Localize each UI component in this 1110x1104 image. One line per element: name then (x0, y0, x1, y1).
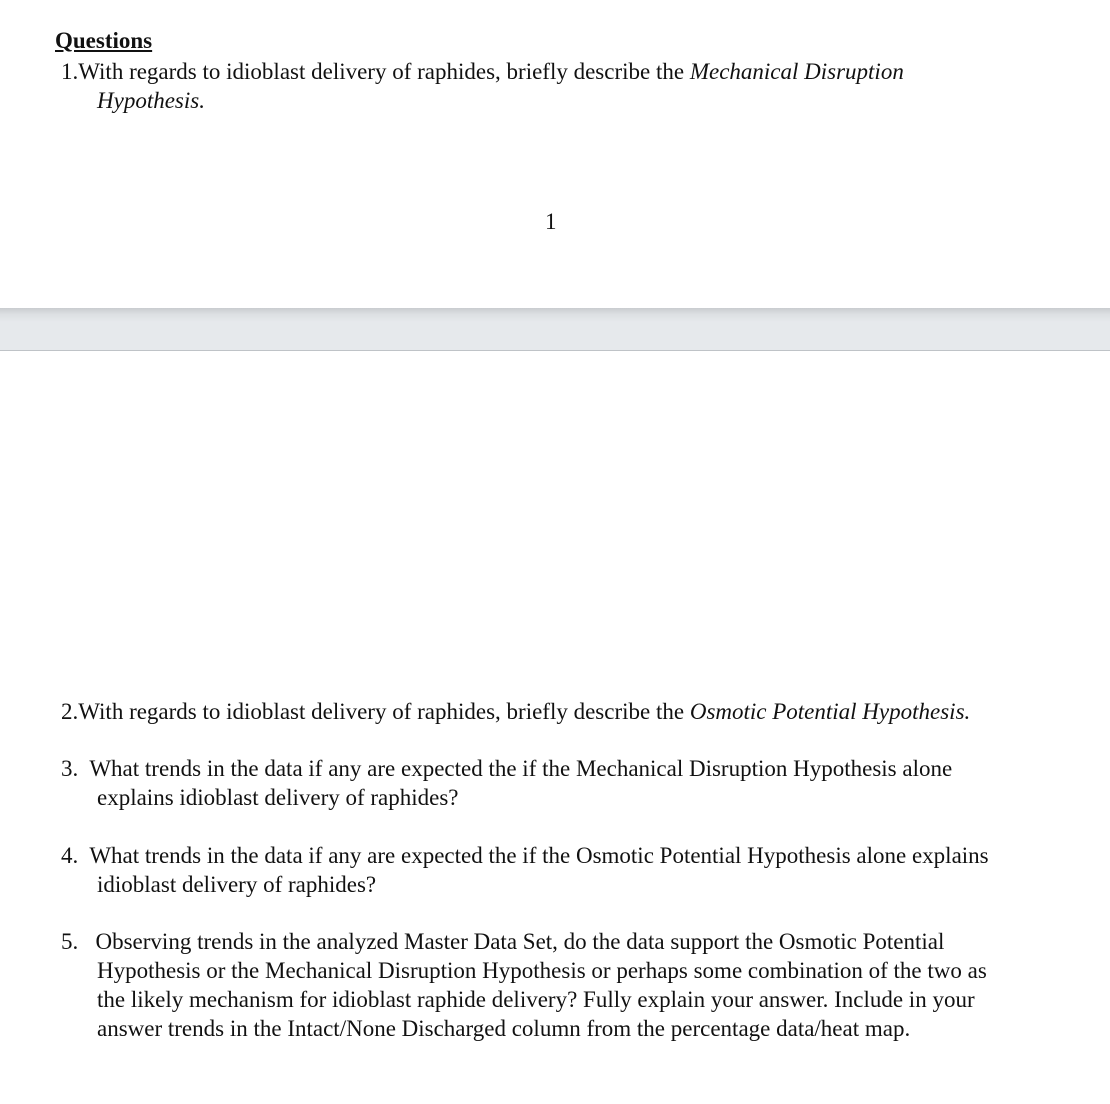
question-1-italic: Mechanical Disruption (689, 59, 904, 84)
question-2-italic: Osmotic Potential Hypothesis. (689, 699, 971, 724)
document-page-2 (0, 351, 1110, 1104)
question-3-number: 3. (61, 756, 79, 781)
question-1 (61, 57, 904, 115)
question-1-text: With regards to idioblast delivery of raphides, briefly describe the (78, 59, 690, 84)
page-separator (0, 308, 1110, 351)
question-2-number: 2. (61, 699, 79, 724)
question-5-line2: Hypothesis or the Mechanical Disruption Hypothesis or perhaps some combination of the two as (97, 958, 987, 983)
question-3 (61, 754, 952, 812)
document-page-1 (0, 0, 1110, 308)
question-2-text: With regards to idioblast delivery of raphides, briefly describe the (78, 699, 690, 724)
question-4-line1: What trends in the data if any are expected the if the Osmotic Potential Hypothesis alone explains (89, 843, 989, 868)
question-3-line1: What trends in the data if any are expected the if the Mechanical Disruption Hypothesis alone (89, 756, 953, 781)
question-4-line2: idioblast delivery of raphides? (97, 872, 377, 897)
page-number: 1 (545, 209, 557, 234)
question-1-number: 1. (61, 59, 79, 84)
question-1-italic-line2: Hypothesis. (97, 88, 205, 113)
question-5-line1: Observing trends in the analyzed Master Data Set, do the data support the Osmotic Potential (95, 929, 945, 954)
question-5-line3: the likely mechanism for idioblast raphide delivery? Fully explain your answer. Include in your (97, 987, 975, 1012)
question-3-line2: explains idioblast delivery of raphides? (97, 785, 459, 810)
question-5-line4: answer trends in the Intact/None Discharged column from the percentage data/heat map. (97, 1016, 911, 1041)
question-4-number: 4. (61, 843, 79, 868)
question-5 (61, 927, 987, 1043)
question-2 (61, 697, 970, 726)
question-4 (61, 841, 989, 899)
questions-heading: Questions (55, 28, 153, 53)
question-5-number: 5. (61, 929, 79, 954)
